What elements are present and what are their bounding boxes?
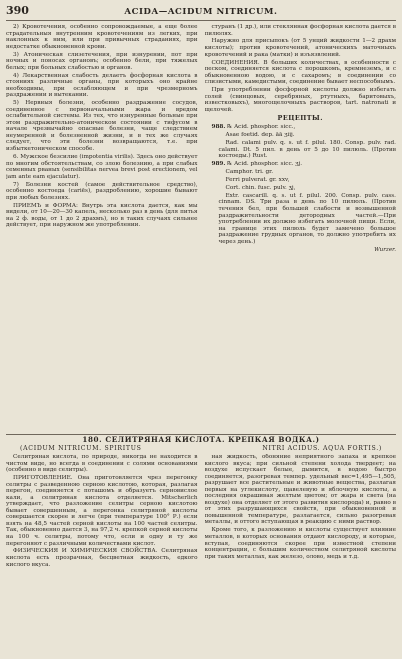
recipe-text: Acid. phosphor. sicc. ʒj. (234, 161, 303, 168)
recipe-line: Rad. calami pulv. q. s. ut f. pilul. 180. Consp. pulv. rad. calami. Dt. 5 пил. в день от 5 до 10 пилюль. (Против костоеды.) Rust. (218, 140, 396, 160)
recipe (205, 124, 397, 160)
recipe-line: Extr. cascarill. q. s. ut f. pilul. 200. Consp. pulv. cass. cinnam. DS. Три раза в день по 10 пилюль. (Против течения бел, при большей слабости и возвышенной раздражительности детородных частей.—При употреблении их должно избегать молочной пищи. Если, на границе этих пилюль будет замечено большое раздражение грудных органов, то должно употребить их через день.) (218, 192, 396, 245)
recipe-line: 989. ℞ Acid. phosphor. sicc. ʒj. (211, 161, 303, 168)
paragraph: ПРИГОТОВЛЕНИЕ. Она приготовляется чрез перегонку селитры с разведенною серною кислотою, которая, разлагая перегон, соединяется с поташомъ и образуетъ серновислое кали, а селитряная кислота отделяется. Mitscherlich утверждает, что разложение селитры серною кислотою бывает совершенным, а перегонка селитряной кислоты совершается скорее и легче (при температуре 100° Р.) если взять на 48,5 частей серной кислоты на 100 частей селитры. Так, обыкновенно дается 3, на 97,2 ч. крепкой серной кислоты на 100 ч. селитры, потому что, если и одну и ту же перегоняют с различными количествами кислот. (6, 475, 198, 547)
paragraph: ПРИЕМЪ и ФОРМА: Внутрь эта кислота дается, как мы видели, от 10—20—30 капель, несколько раз в день (для питья на 2 ф. воды, от 1 до 2 драхмъ), но в таких случаях сильнее действует, при наружном же употреблении. (6, 202, 198, 229)
recipe-signature: Wurzer. (374, 246, 396, 253)
running-title: ACIDA—ACIDUM NITRICUM. (124, 7, 278, 17)
recipe-number: 989. (211, 161, 226, 168)
paragraph: Селитряная кислота, по природе, никогда не находится в чистом виде, но всегда в соединении с солями основаниями (особенно в виде селитры). (6, 454, 198, 474)
recipe-text: Acid. phosphor. sicc., (234, 124, 296, 131)
recipe-line: Camphor. tri. gr. (225, 169, 274, 176)
paragraph: Наружно для присыпокъ (от 5 унций жидкости 1—2 драхм кислоты); против кровотечений, атоническихъ маточныхъ кровотечений и рака (матки) и изъязвлений. (204, 38, 396, 58)
page-number: 390 (6, 4, 29, 17)
paragraph: 2) Кровотечения, особенно сопровождаемые, а еще более страдательныя внутренним кровотечениям из легких, при наклонных к ним, или при привычных страданиях, при недостатке обыкновенной крови. (6, 24, 198, 50)
recipes-heading: РЕЦЕПТЫ. (277, 114, 323, 123)
recipe (205, 161, 397, 245)
right-column (205, 454, 397, 659)
paragraph: 7) Болезни костей (самое действительное средство), особенно костоеда (cariēs), раздроблению, хорошие бывают при любых болезнях. (6, 181, 198, 201)
recipe-line: Ferri pulverat. gr. xxv, (225, 177, 290, 184)
recipe-line: Cort. chin. fusc. pulv. ʒj, (225, 185, 296, 191)
recipe-line: Asae foetid. dep. āā ʒiij. (225, 132, 295, 139)
page-header (6, 4, 396, 21)
recipe-line: 988. ℞ Acid. phosphor. sicc., (211, 124, 296, 131)
paragraph: При употреблении фосфорной кислоты должно избегать солей (свинцовых, серебряных, ртутныхъ, баритовыхъ, известковыхъ), многощелочныхъ растворов, tart. natronati и щелочей. (204, 87, 396, 113)
left-column (6, 24, 198, 432)
paragraph: стуранъ (1 др.), или стеклянная фосфорная кислота дается в пилюлях. (204, 24, 396, 37)
paragraph: 6. Мужское безсилие (impotentia virilis). Здесь оно действует по многим обстоятельствам, со злою болезнию, а при слабых семенных рваных (sensibilitas nervea brevi post erectionem, vel jam ante eam ejaculatur). (6, 153, 198, 180)
section-latin-title (6, 445, 396, 453)
right-column (205, 24, 397, 432)
latin-title-left: (ACIDUM NITRICUM. SPIRITUS (20, 444, 142, 452)
paragraph: ФИЗИЧЕСКИЯ И ХИМИЧЕСКИЯ СВОЙСТВА. Селитряная кислота есть прозрачная, бесцветная жидкость, едкого кислого вкуса. (6, 548, 198, 568)
paragraph: ная жидкость, обоняние неприятного запаха и крепкое кислого вкуса; при сильной степени холода твердеет; на воздухе испускает белые, дымится, в водою быстро соединяется, разогревая темпер. удельный вес=1,495—1,505, разрушает все растительные и животные вещества, разлагая первыя на углекислоту, щавелевую и яблочную кислоты, а последния окрашивая желтым цветом; от жара и света (на воздухе) она отделяет от этого развития кислорода) и, равно в от этих разрушающихся свойств, при обыкновенной и повышенной температуре, разлагается, сильно разогревая металлы, и оттого вступающая в реакцию с ними раствор. (204, 454, 396, 526)
section-title: 180. СЕЛИТРЯНАЯ КИСЛОТА. КРЕПКАЯ ВОДКА.) (82, 435, 320, 444)
paragraph: СОЕДИНЕНИЯ. В больших количествах, в особенности с песком, соединяется кислота с порошкомъ, кремнеземъ, и с обыкновенною водою, и с сахаромъ; в соединении со слизистыми, камедистыми, соединение бывает неспособнымъ. (204, 59, 396, 86)
paragraph: 3) Атоническая слизетечения, при изнурении, пот при ночных и поносах органовъ; особенно бели, при тяжелых белых; при больных слабостью и органов. (6, 51, 198, 71)
recipe-number: 988. (211, 124, 226, 131)
paragraph: 5) Нервныя болезни, особенно раздражение сосудов, соединенное с первоначальными жара и вредом ослабительной системы. Из тех, что изнуренные больные при этом раздражительно-атоническом состоянии с тифусом в начале чрезвычайно опасные болезни, чаще следствием неумеренной и болезненной жизни, и в тех же случаях следует, что эти болезни возвращаются, т.е. при избыткетоническом способе. (6, 100, 198, 153)
paragraph: 4) Лекарственная слабость делаетъ фосфорная кислота в стояниях различные органы, при которыхъ оно крайне необходимы, при ослабляющем и при чрезмерномъ раздражении и вытекании. (6, 72, 198, 99)
top-columns (6, 24, 396, 432)
bottom-columns (6, 454, 396, 659)
left-column (6, 454, 198, 659)
paragraph: Кроме того, к разложению и кислоты существует влияние металлов, в которых основания отдают кислороду, и которые, вступая, соединяются скорее при известной степени концентрации, с большим количеством селитряной кислоты при таких металлах, как железо, олово, медь и т.д. (204, 527, 396, 560)
latin-title-right: NITRI ACIDUS. AQUA FORTIS.) (262, 444, 382, 452)
